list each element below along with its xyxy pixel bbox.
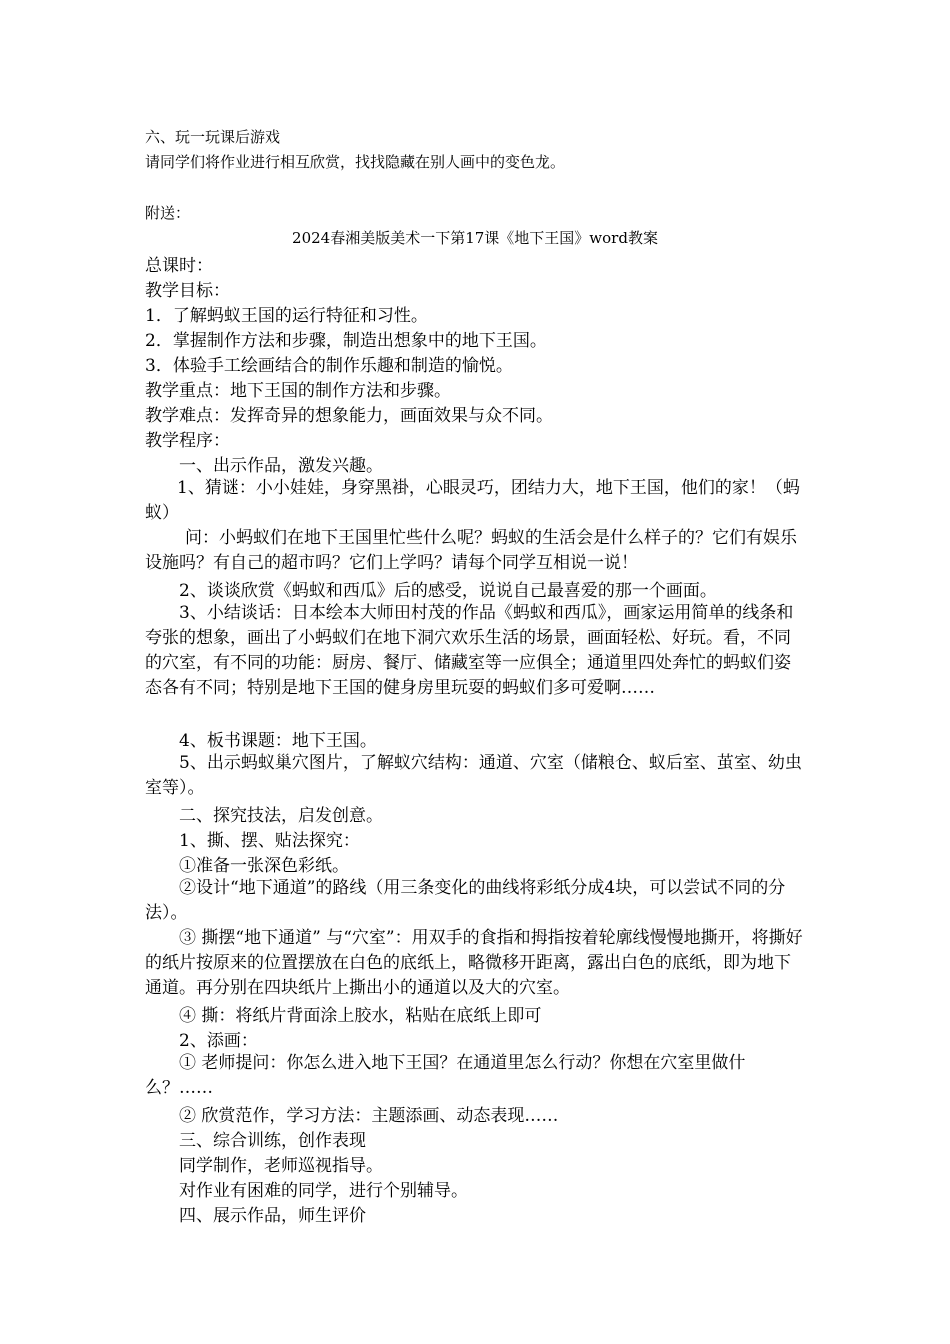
- total-hours: 总课时：: [145, 256, 213, 276]
- key-point: 教学重点：地下王国的制作方法和步骤。: [145, 381, 451, 401]
- document-page: [145, 0, 810, 1344]
- riddle-paragraph: 1、猜谜：小小娃娃，身穿黑褂，心眼灵巧，团结力大，地下王国，他们的家！（蚂蚁）: [145, 478, 800, 523]
- individual-help: 对作业有困难的同学，进行个别辅导。: [179, 1181, 468, 1201]
- question-paragraph: 问：小蚂蚁们在地下王国里忙些什么呢？蚂蚁的生活会是什么样子的？它们有娱乐设施吗？有自己的超市吗？它们上学吗？请每个同学互相说一说！: [145, 528, 797, 573]
- technique-heading: 1、撕、摆、贴法探究：: [179, 831, 360, 851]
- appreciation-paragraph: 2、谈谈欣赏《蚂蚁和西瓜》后的感受，说说自己最喜爱的那一个画面。: [179, 581, 717, 601]
- goal-item: 1．了解蚂蚁王国的运行特征和习性。: [145, 306, 428, 326]
- procedure-label: 教学程序：: [145, 431, 230, 451]
- step-four: ④ 撕：将纸片背面涂上胶水，粘贴在底纸上即可: [179, 1006, 542, 1026]
- board-title-paragraph: 4、板书课题：地下王国。: [179, 731, 377, 751]
- section-two-title: 二、探究技法，启发创意。: [179, 806, 383, 826]
- difficulty: 教学难点：发挥奇异的想象能力，画面效果与众不同。: [145, 406, 553, 426]
- game-instruction: 请同学们将作业进行相互欣赏，找找隐藏在别人画中的变色龙。: [145, 153, 566, 171]
- section-six-heading: 六、玩一玩课后游戏: [145, 128, 281, 146]
- section-four-title: 四、展示作品，师生评价: [179, 1206, 366, 1226]
- step-two: ②设计“地下通道”的路线（用三条变化的曲线将彩纸分成4块，可以尝试不同的分法）。: [145, 878, 786, 923]
- goals-label: 教学目标：: [145, 281, 230, 301]
- attached-label: 附送：: [145, 204, 191, 222]
- section-three-title: 三、综合训练，创作表现: [179, 1131, 366, 1151]
- summary-paragraph: 3、小结谈话：日本绘本大师田村茂的作品《蚂蚁和西瓜》，画家运用简单的线条和夸张的想象，画出了小蚂蚁们在地下洞穴欢乐生活的场景，画面轻松、好玩。看，不同的穴室，有不同的功能：厨房、餐厅、储藏室等一应俱全；通道里四处奔忙的蚂蚁们姿态各有不同；特别是地下王国的健身房里玩耍的蚂蚁们多可爱啊……: [145, 603, 794, 698]
- students-produce: 同学制作，老师巡视指导。: [179, 1156, 383, 1176]
- drawing-heading: 2、添画：: [179, 1031, 258, 1051]
- teacher-question: ① 老师提问：你怎么进入地下王国？在通道里怎么行动？你想在穴室里做什么？……: [145, 1053, 746, 1098]
- document-title: 2024春湘美版美术一下第17课《地下王国》word教案: [292, 229, 658, 247]
- section-one-title: 一、出示作品，激发兴趣。: [179, 456, 383, 476]
- ant-nest-paragraph: 5、出示蚂蚁巢穴图片，了解蚁穴结构：通道、穴室（储粮仓、蚁后室、茧室、幼虫室等）。: [145, 753, 802, 798]
- goal-item: 2．掌握制作方法和步骤，制造出想象中的地下王国。: [145, 331, 547, 351]
- step-one: ①准备一张深色彩纸。: [179, 856, 349, 876]
- goal-item: 3．体验手工绘画结合的制作乐趣和制造的愉悦。: [145, 356, 513, 376]
- step-three: ③ 撕摆“地下通道” 与“穴室”：用双手的食指和拇指按着轮廓线慢慢地撕开，将撕好的纸片按原来的位置摆放在白色的底纸上，略微移开距离，露出白色的底纸，即为地下通道。再分别在四块纸片上撕出小的通道以及大的穴室。: [145, 928, 803, 998]
- appreciate-examples: ② 欣赏范作，学习方法：主题添画、动态表现……: [179, 1106, 559, 1126]
